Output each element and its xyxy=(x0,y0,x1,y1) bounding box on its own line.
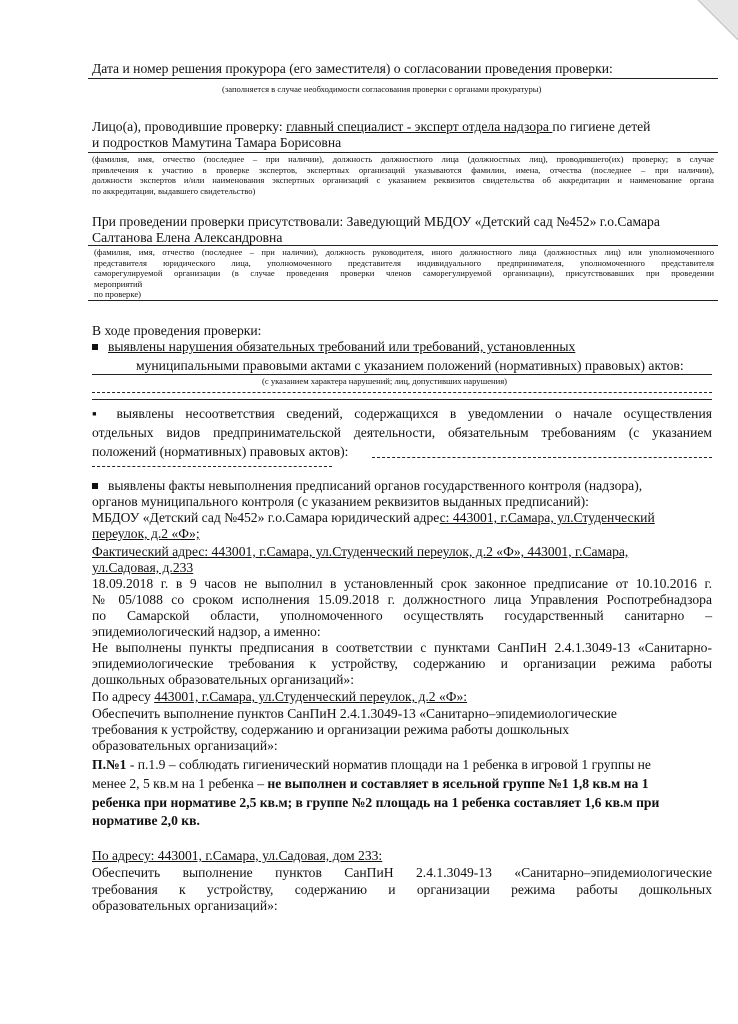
inspectors-note-4: по аккредитации, выдавшего свидетельство) xyxy=(92,185,256,196)
body-line-4: эпидемиологический надзор, а именно: xyxy=(92,624,321,639)
inspectors-note-3: должности экспертов и/или наименования экспертных организаций с указанием реквизитов свидетельства об аккредитации и наименование органа xyxy=(92,175,714,185)
body-line-7: дошкольных образовательных организаций»: xyxy=(92,672,354,687)
p1-line-1: П.№1 - п.1.9 – соблюдать гигиенический норматив площади на 1 ребенка в игровой 1 группы не xyxy=(92,757,651,772)
divider xyxy=(88,78,718,79)
bullet-icon xyxy=(92,344,98,350)
page-corner-fold xyxy=(678,0,738,40)
decision-line: Дата и номер решения прокурора (его заместителя) о согласовании проведения проверки: xyxy=(92,61,613,76)
dashed-line xyxy=(372,457,712,458)
present-line-2: Салтанова Елена Александровна xyxy=(92,230,283,245)
body-line-5: Не выполнены пункты предписания в соответствии с пунктами СанПиН 2.4.1.3049-13 «Санитарно- xyxy=(92,640,712,655)
ensure2-line-1: Обеспечить выполнение пунктов СанПиН 2.4.1.3049-13 «Санитарно–эпидемиологические xyxy=(92,865,712,880)
violations-line-2: муниципальными правовыми актами с указанием положений (нормативных) правовых) актов: xyxy=(136,358,684,373)
dashed-line xyxy=(92,392,712,393)
org-line-1: МБДОУ «Детский сад №452» г.о.Самара юридический адрес: 443001, г.Самара, ул.Студенческий xyxy=(92,510,655,525)
divider xyxy=(88,152,718,153)
dashed-line xyxy=(92,466,332,467)
facts-line-2: органов муниципального контроля (с указанием реквизитов выданных предписаний): xyxy=(92,494,589,509)
p1-line-3: ребенка при нормативе 2,5 кв.м; в группе №2 площадь на 1 ребенка составляет 1,6 кв.м при xyxy=(92,795,660,810)
present-note-4: мероприятий xyxy=(94,278,143,289)
org-line-2: переулок, д.2 «Ф»; xyxy=(92,526,200,541)
present-note-5: по проверке) xyxy=(94,289,141,299)
ensure2-line-2: требования к устройству, содержанию и организации режима работы дошкольных xyxy=(92,882,712,897)
mismatch-line-2: отдельных видов предпринимательской деятельности, обязательным требованиям (с указанием xyxy=(92,425,712,440)
present-note-3: саморегулируемой организации (в случае проведения проверки членов саморегулируемой организации), присутствовавших при проведении xyxy=(94,268,714,278)
violations-line-1: выявлены нарушения обязательных требований или требований, установленных xyxy=(92,339,575,355)
present-line-1: При проведении проверки присутствовали: Заведующий МБДОУ «Детский сад №452» г.о.Самара xyxy=(92,214,660,229)
divider xyxy=(92,374,712,375)
inspectors-line-2: и подростков Мамутина Тамара Борисовна xyxy=(92,135,342,150)
decision-note: (заполняется в случае необходимости согласования проверки с органами прокуратуры) xyxy=(222,84,542,94)
present-note-2: представителя юридического лица, уполномоченного представителя индивидуального предпринимателя, уполномоченного представителя xyxy=(94,257,714,268)
divider xyxy=(92,399,712,400)
facts-line-1: выявлены факты невыполнения предписаний органов государственного контроля (надзора), xyxy=(92,478,642,494)
p1-line-2: менее 2, 5 кв.м на 1 ребенка – не выполнен и составляет в ясельной группе №1 1,8 кв.м на 1 xyxy=(92,776,649,791)
ensure-line-3: образовательных организаций»: xyxy=(92,738,278,753)
body-line-3: по Самарской области, уполномоченного осуществлять государственный санитарно – xyxy=(92,608,712,623)
body-line-2: № 05/1088 со сроком исполнения 15.09.2018 г. должностного лица Управления Роспотребнадзора xyxy=(92,592,712,607)
divider xyxy=(88,300,718,301)
actual-address-line-1: Фактический адрес: 443001, г.Самара, ул.Студенческий переулок, д.2 «Ф», 443001, г.Самара, xyxy=(92,544,629,559)
body-line-6: эпидемиологические требования к устройству, содержанию и организации режима работы xyxy=(92,656,712,671)
ensure-line-2: требования к устройству, содержанию и организации режима работы дошкольных xyxy=(92,722,570,737)
p1-line-4: нормативе 2,0 кв. xyxy=(92,813,200,828)
mismatch-line-3: положений (нормативных) правовых актов): xyxy=(92,444,349,459)
findings-intro: В ходе проведения проверки: xyxy=(92,323,262,338)
violations-note: (с указанием характера нарушений; лиц, допустивших нарушения) xyxy=(262,376,508,386)
inspectors-note-1: (фамилия, имя, отчество (последнее – при наличии), должность должностного лица (должностных лиц), проводившего(их) проверку; в случае xyxy=(92,154,714,164)
mismatch-line-1: ▪ выявлены несоответствия сведений, содержащихся в уведомлении о начале осуществления xyxy=(92,406,712,421)
address-2: По адресу: 443001, г.Самара, ул.Садовая, дом 233: xyxy=(92,848,383,863)
body-line-1: 18.09.2018 г. в 9 часов не выполнил в установленный срок законное предписание от 10.10.2016 г. xyxy=(92,576,712,591)
actual-address-line-2: ул.Садовая, д.233 xyxy=(92,560,194,575)
present-note-1: (фамилия, имя, отчество (последнее – при наличии), должность руководителя, иного должностного лица (должностных лиц) или уполномоченного xyxy=(94,247,714,257)
ensure2-line-3: образовательных организаций»: xyxy=(92,898,278,913)
ensure-line-1: Обеспечить выполнение пунктов СанПиН 2.4.1.3049-13 «Санитарно–эпидемиологические xyxy=(92,706,617,721)
inspectors-line-1: Лицо(а), проводившие проверку: главный специалист - эксперт отдела надзора по гигиене детей xyxy=(92,119,651,134)
address-1: По адресу 443001, г.Самара, ул.Студенческий переулок, д.2 «Ф»: xyxy=(92,689,468,704)
divider xyxy=(88,245,718,246)
bullet-icon xyxy=(92,483,98,489)
inspectors-note-2: привлечения к участию в проверке экспертов, экспертных организаций указываются фамилии, имена, отчества (последнее – при наличии), xyxy=(92,164,714,175)
